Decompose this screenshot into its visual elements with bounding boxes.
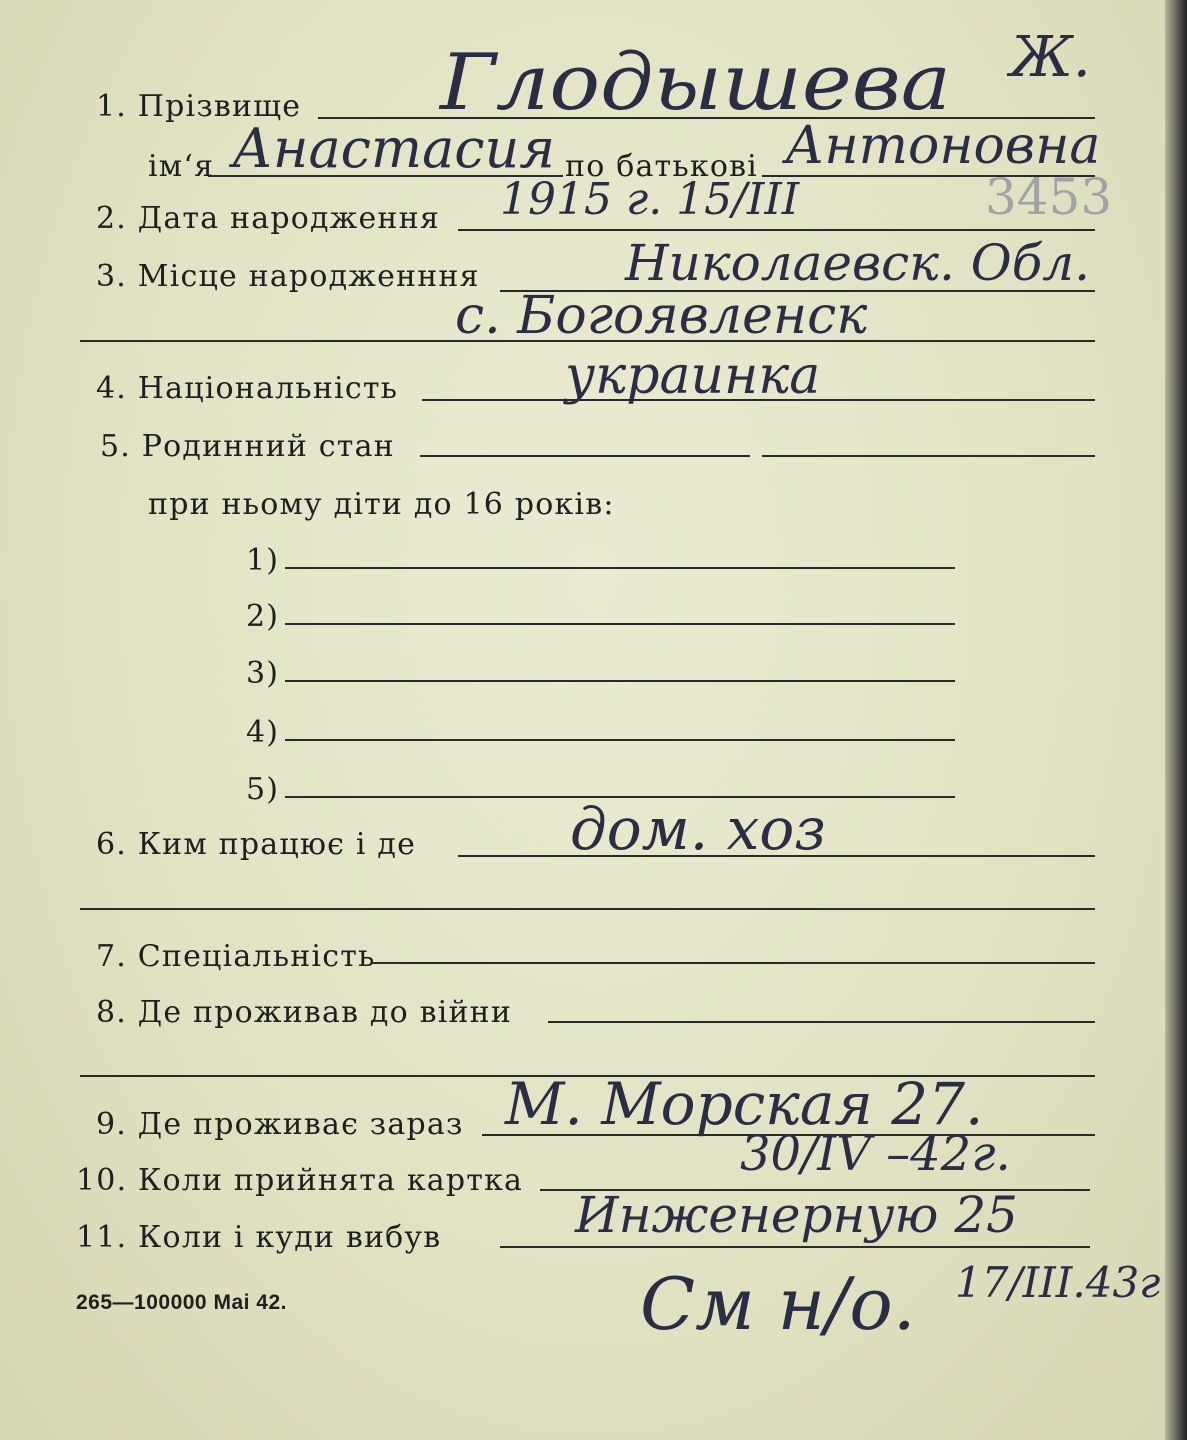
nationality-label: 4. Національність [96, 371, 399, 406]
child-3-label: 3) [246, 656, 280, 691]
child-2-label: 2) [246, 599, 280, 634]
child-4-line [285, 739, 955, 741]
card-number-handwritten: 3453 [985, 168, 1113, 226]
card-accepted-handwritten: 30/IV –42г. [740, 1126, 1011, 1182]
birth-place-handwritten-1: Николаевск. Обл. [625, 234, 1090, 292]
birth-date-label: 2. Дата народження [96, 201, 440, 236]
nationality-handwritten: украинка [565, 346, 821, 406]
occupation-handwritten: дом. хоз [570, 795, 826, 863]
child-3-line [285, 680, 955, 682]
marital-status-line-b [762, 455, 1095, 457]
birth-date-handwritten: 1915 г. 15/III [500, 174, 800, 225]
occupation-line-2 [80, 908, 1095, 910]
note-handwritten: См н/о. [640, 1262, 916, 1346]
first-name-handwritten: Анастасия [232, 117, 556, 180]
prewar-address-label: 8. Де проживав до війни [96, 995, 513, 1030]
birth-date-line [458, 229, 1095, 231]
child-4-label: 4) [246, 715, 280, 750]
note-date-handwritten: 17/III.43г [955, 1258, 1161, 1307]
marital-status-label: 5. Родинний стан [100, 429, 395, 464]
departure-line [500, 1246, 1090, 1248]
surname-handwritten: Глодышева [440, 38, 952, 128]
first-name-label: ім‘я [148, 149, 215, 184]
marital-status-line-a [420, 455, 750, 457]
patronymic-handwritten: Антоновна [785, 116, 1101, 176]
surname-label: 1. Прізвище [96, 89, 302, 124]
child-5-label: 5) [246, 772, 280, 807]
current-address-label: 9. Де проживає зараз [96, 1107, 464, 1142]
child-1-line [285, 567, 955, 569]
patronymic-label: по батькові [565, 149, 758, 184]
departure-label: 11. Коли і куди вибув [76, 1220, 442, 1255]
print-code: 265—100000 Mai 42. [76, 1291, 287, 1314]
child-2-line [285, 623, 955, 625]
occupation-label: 6. Ким працює і де [96, 827, 417, 862]
specialty-label: 7. Спеціальність [96, 939, 376, 974]
departure-handwritten: Инженерную 25 [575, 1186, 1018, 1244]
current-address-handwritten: М. Морская 27. [505, 1070, 984, 1138]
children-heading: при ньому діти до 16 років: [148, 487, 615, 522]
card-accepted-label: 10. Коли прийнята картка [76, 1163, 524, 1198]
corner-mark-handwritten: Ж. [1010, 25, 1091, 90]
birth-place-label: 3. Місце народженння [96, 259, 480, 294]
card-edge-shadow [1165, 0, 1187, 1440]
specialty-line [372, 962, 1095, 964]
prewar-address-line [548, 1021, 1095, 1023]
birth-place-handwritten-2: с. Богоявленск [455, 286, 868, 346]
child-1-label: 1) [246, 543, 280, 578]
